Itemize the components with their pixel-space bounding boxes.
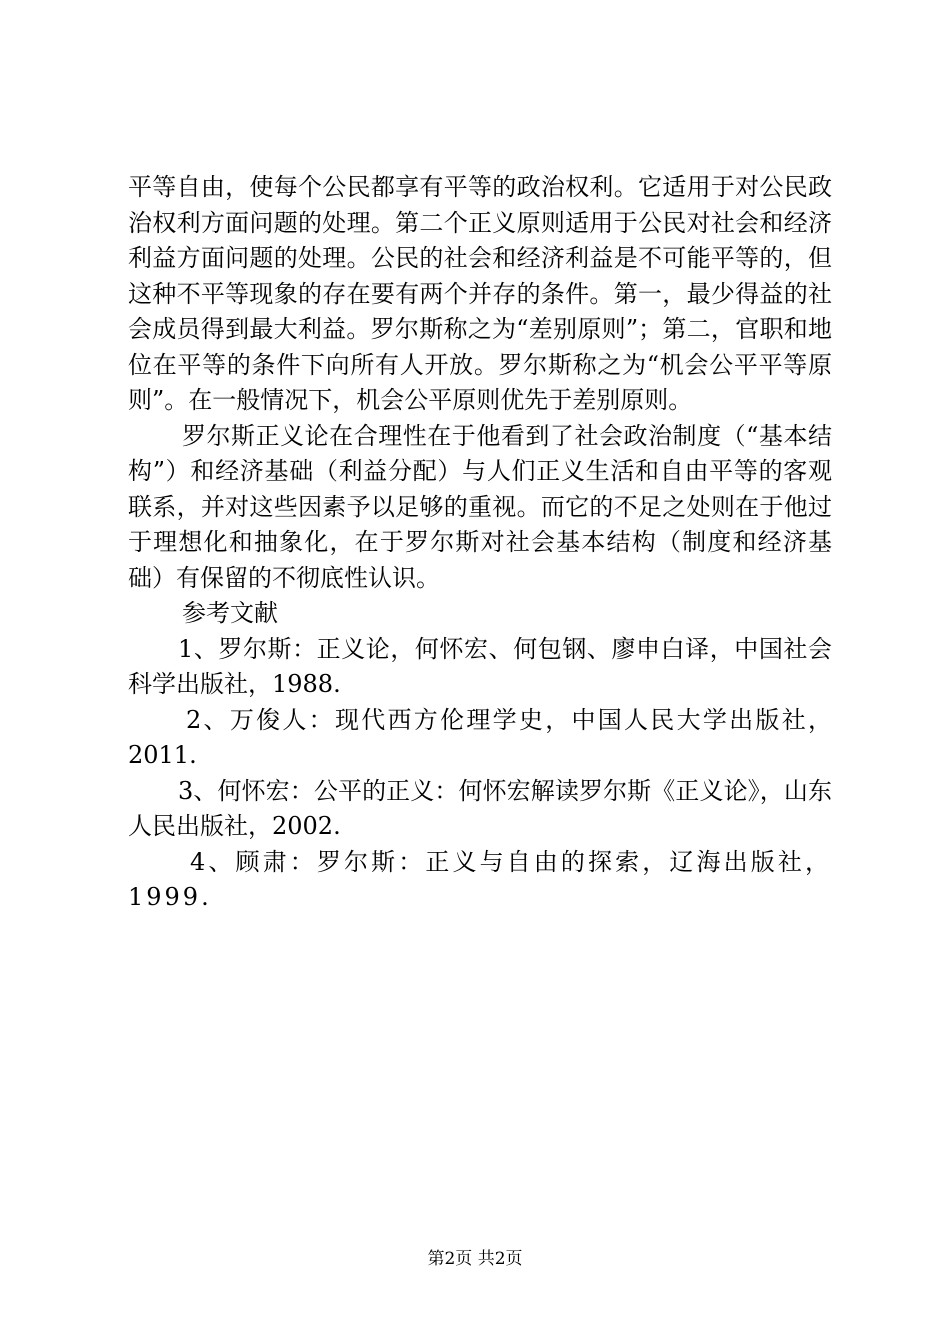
reference-item-4: 4、顾肃：罗尔斯：正义与自由的探索，辽海出版社，1999. — [128, 847, 832, 911]
page-footer: 第2页 共2页 — [427, 1249, 523, 1269]
references-list — [128, 632, 832, 916]
document-body — [128, 170, 832, 916]
body-paragraph-2: 罗尔斯正义论在合理性在于他看到了社会政治制度（“基本结构”）和经济基础（利益分配）与人们正义生活和自由平等的客观联系，并对这些因素予以足够的重视。而它的不足之处则在于他过于理想化和抽象化，在于罗尔斯对社会基本结构（制度和经济基础）有保留的不彻底性认识。 — [128, 421, 832, 592]
body-paragraph-1: 平等自由，使每个公民都享有平等的政治权利。它适用于对公民政治权利方面问题的处理。第二个正义原则适用于公民对社会和经济利益方面问题的处理。公民的社会和经济利益是不可能平等的，但这种不平等现象的存在要有两个并存的条件。第一，最少得益的社会成员得到最大利益。罗尔斯称之为“差别原则”；第二，官职和地位在平等的条件下向所有人开放。罗尔斯称之为“机会公平平等原则”。在一般情况下，机会公平原则优先于差别原则。 — [128, 173, 832, 414]
reference-item-3: 3、何怀宏：公平的正义：何怀宏解读罗尔斯《正义论》，山东人民出版社，2002. — [128, 776, 832, 840]
references-heading: 参考文献 — [182, 599, 278, 627]
reference-item-1: 1、罗尔斯：正义论，何怀宏、何包钢、廖申白译，中国社会科学出版社，1988. — [128, 634, 832, 698]
reference-item-2: 2、万俊人：现代西方伦理学史，中国人民大学出版社，2011. — [128, 705, 832, 769]
